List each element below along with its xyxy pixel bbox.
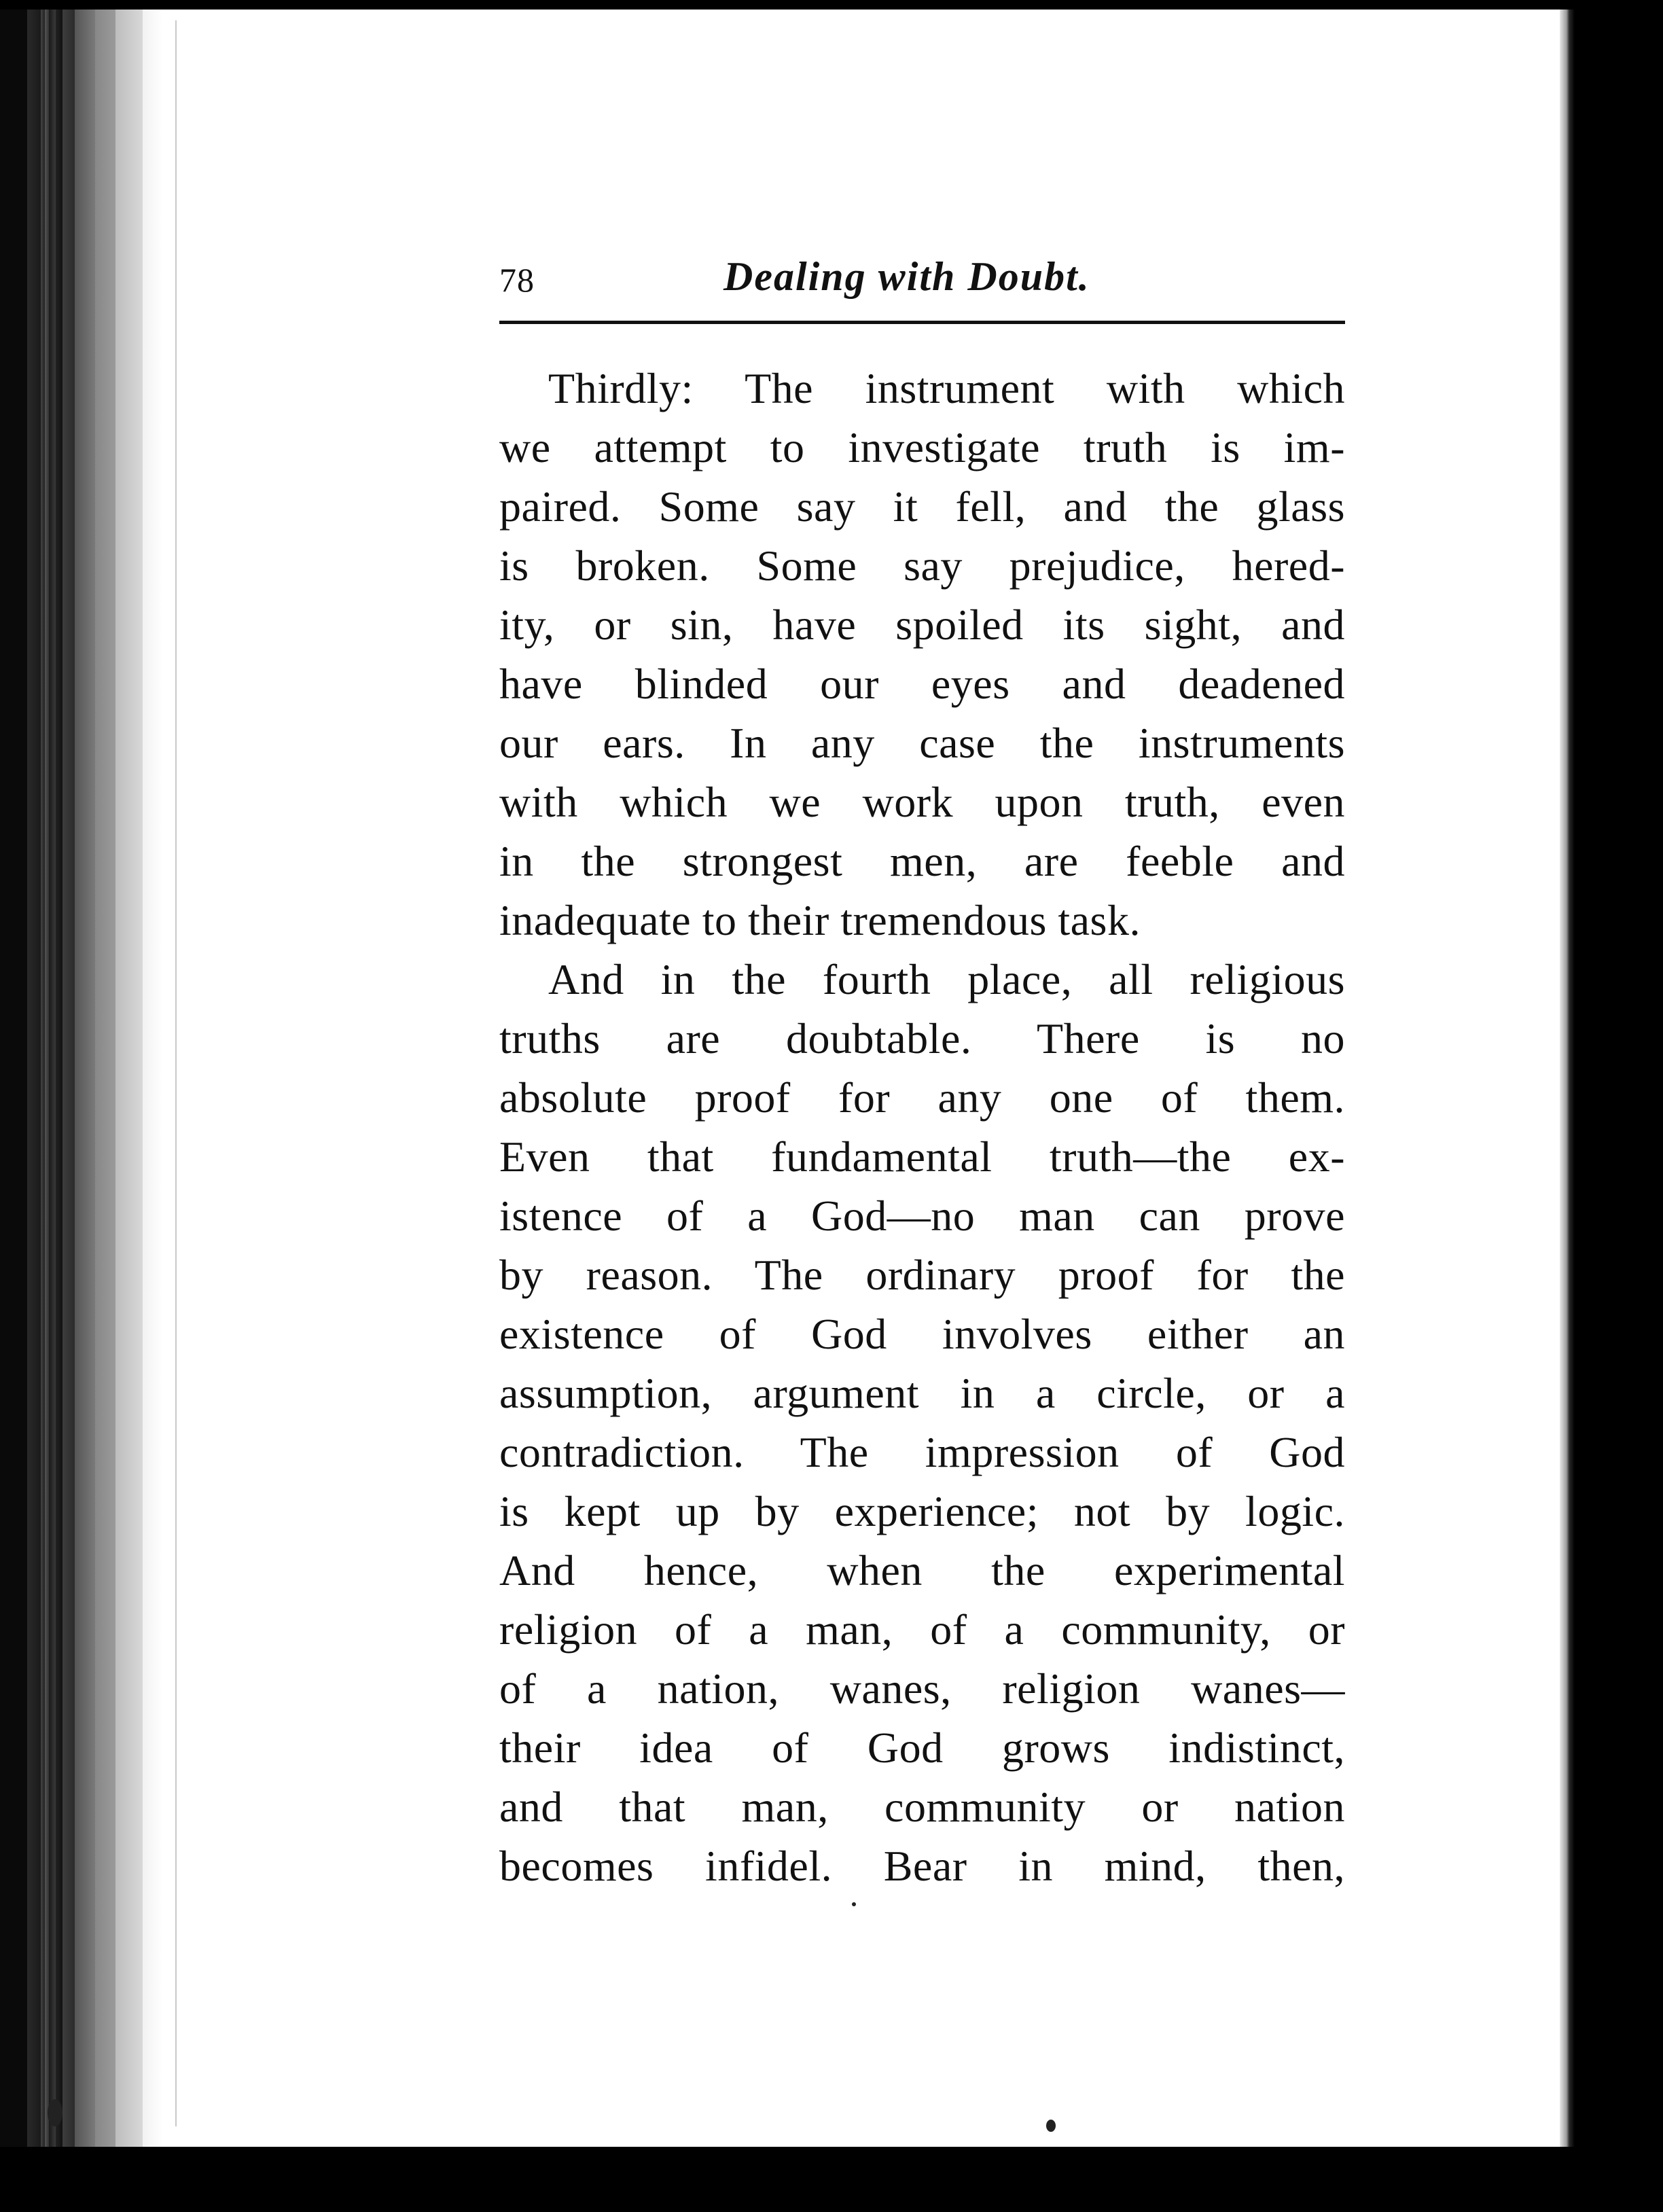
text-line: our ears. In any case the instruments bbox=[499, 719, 1345, 767]
text-line: And in the fourth place, all religious bbox=[548, 955, 1345, 1003]
text-line: we attempt to investigate truth is im- bbox=[499, 423, 1345, 471]
text-line: with which we work upon truth, even bbox=[499, 778, 1345, 826]
text-line: in the strongest men, are feeble and bbox=[499, 837, 1345, 885]
text-line: their idea of God grows indistinct, bbox=[499, 1724, 1345, 1772]
text-line: is kept up by experience; not by logic. bbox=[499, 1487, 1345, 1535]
gutter-line bbox=[175, 20, 177, 2126]
text-line: and that man, community or nation bbox=[499, 1783, 1345, 1831]
scan-speck bbox=[1046, 2120, 1056, 2132]
book-page-edges bbox=[0, 10, 163, 2147]
header-rule bbox=[499, 321, 1345, 324]
page-number: 78 bbox=[499, 261, 535, 299]
text-line: absolute proof for any one of them. bbox=[499, 1073, 1345, 1122]
text-line: contradiction. The impression of God bbox=[499, 1428, 1345, 1476]
body-text bbox=[499, 359, 1345, 1895]
scan-right-shadow bbox=[1583, 10, 1663, 2147]
paragraph-1 bbox=[499, 359, 1345, 950]
text-line: have blinded our eyes and deadened bbox=[499, 660, 1345, 708]
scan-bottom-border bbox=[0, 2147, 1663, 2212]
text-line: paired. Some say it fell, and the glass bbox=[499, 482, 1345, 531]
paragraph-2 bbox=[499, 950, 1345, 1895]
text-line: is broken. Some say prejudice, hered- bbox=[499, 541, 1345, 590]
running-title: Dealing with Doubt. bbox=[723, 254, 1090, 299]
scan-speck bbox=[852, 1902, 856, 1906]
text-line: religion of a man, of a community, or bbox=[499, 1605, 1345, 1654]
text-line: inadequate to their tremendous task. bbox=[499, 896, 1141, 944]
scan-top-border bbox=[0, 0, 1663, 10]
text-line: truths are doubtable. There is no bbox=[499, 1014, 1345, 1063]
text-line: istence of a God—no man can prove bbox=[499, 1192, 1345, 1240]
text-line: existence of God involves either an bbox=[499, 1310, 1345, 1358]
text-line: And hence, when the experimental bbox=[499, 1546, 1345, 1594]
text-line: by reason. The ordinary proof for the bbox=[499, 1251, 1345, 1299]
text-line: Thirdly: The instrument with which bbox=[548, 364, 1345, 412]
text-line: becomes infidel. Bear in mind, then, bbox=[499, 1842, 1345, 1890]
scan-speck bbox=[48, 2099, 62, 2126]
text-line: Even that fundamental truth—the ex- bbox=[499, 1132, 1345, 1181]
text-line: assumption, argument in a circle, or a bbox=[499, 1369, 1345, 1417]
text-line: ity, or sin, have spoiled its sight, and bbox=[499, 601, 1345, 649]
text-line: of a nation, wanes, religion wanes— bbox=[499, 1664, 1345, 1713]
page-header bbox=[499, 248, 1345, 309]
